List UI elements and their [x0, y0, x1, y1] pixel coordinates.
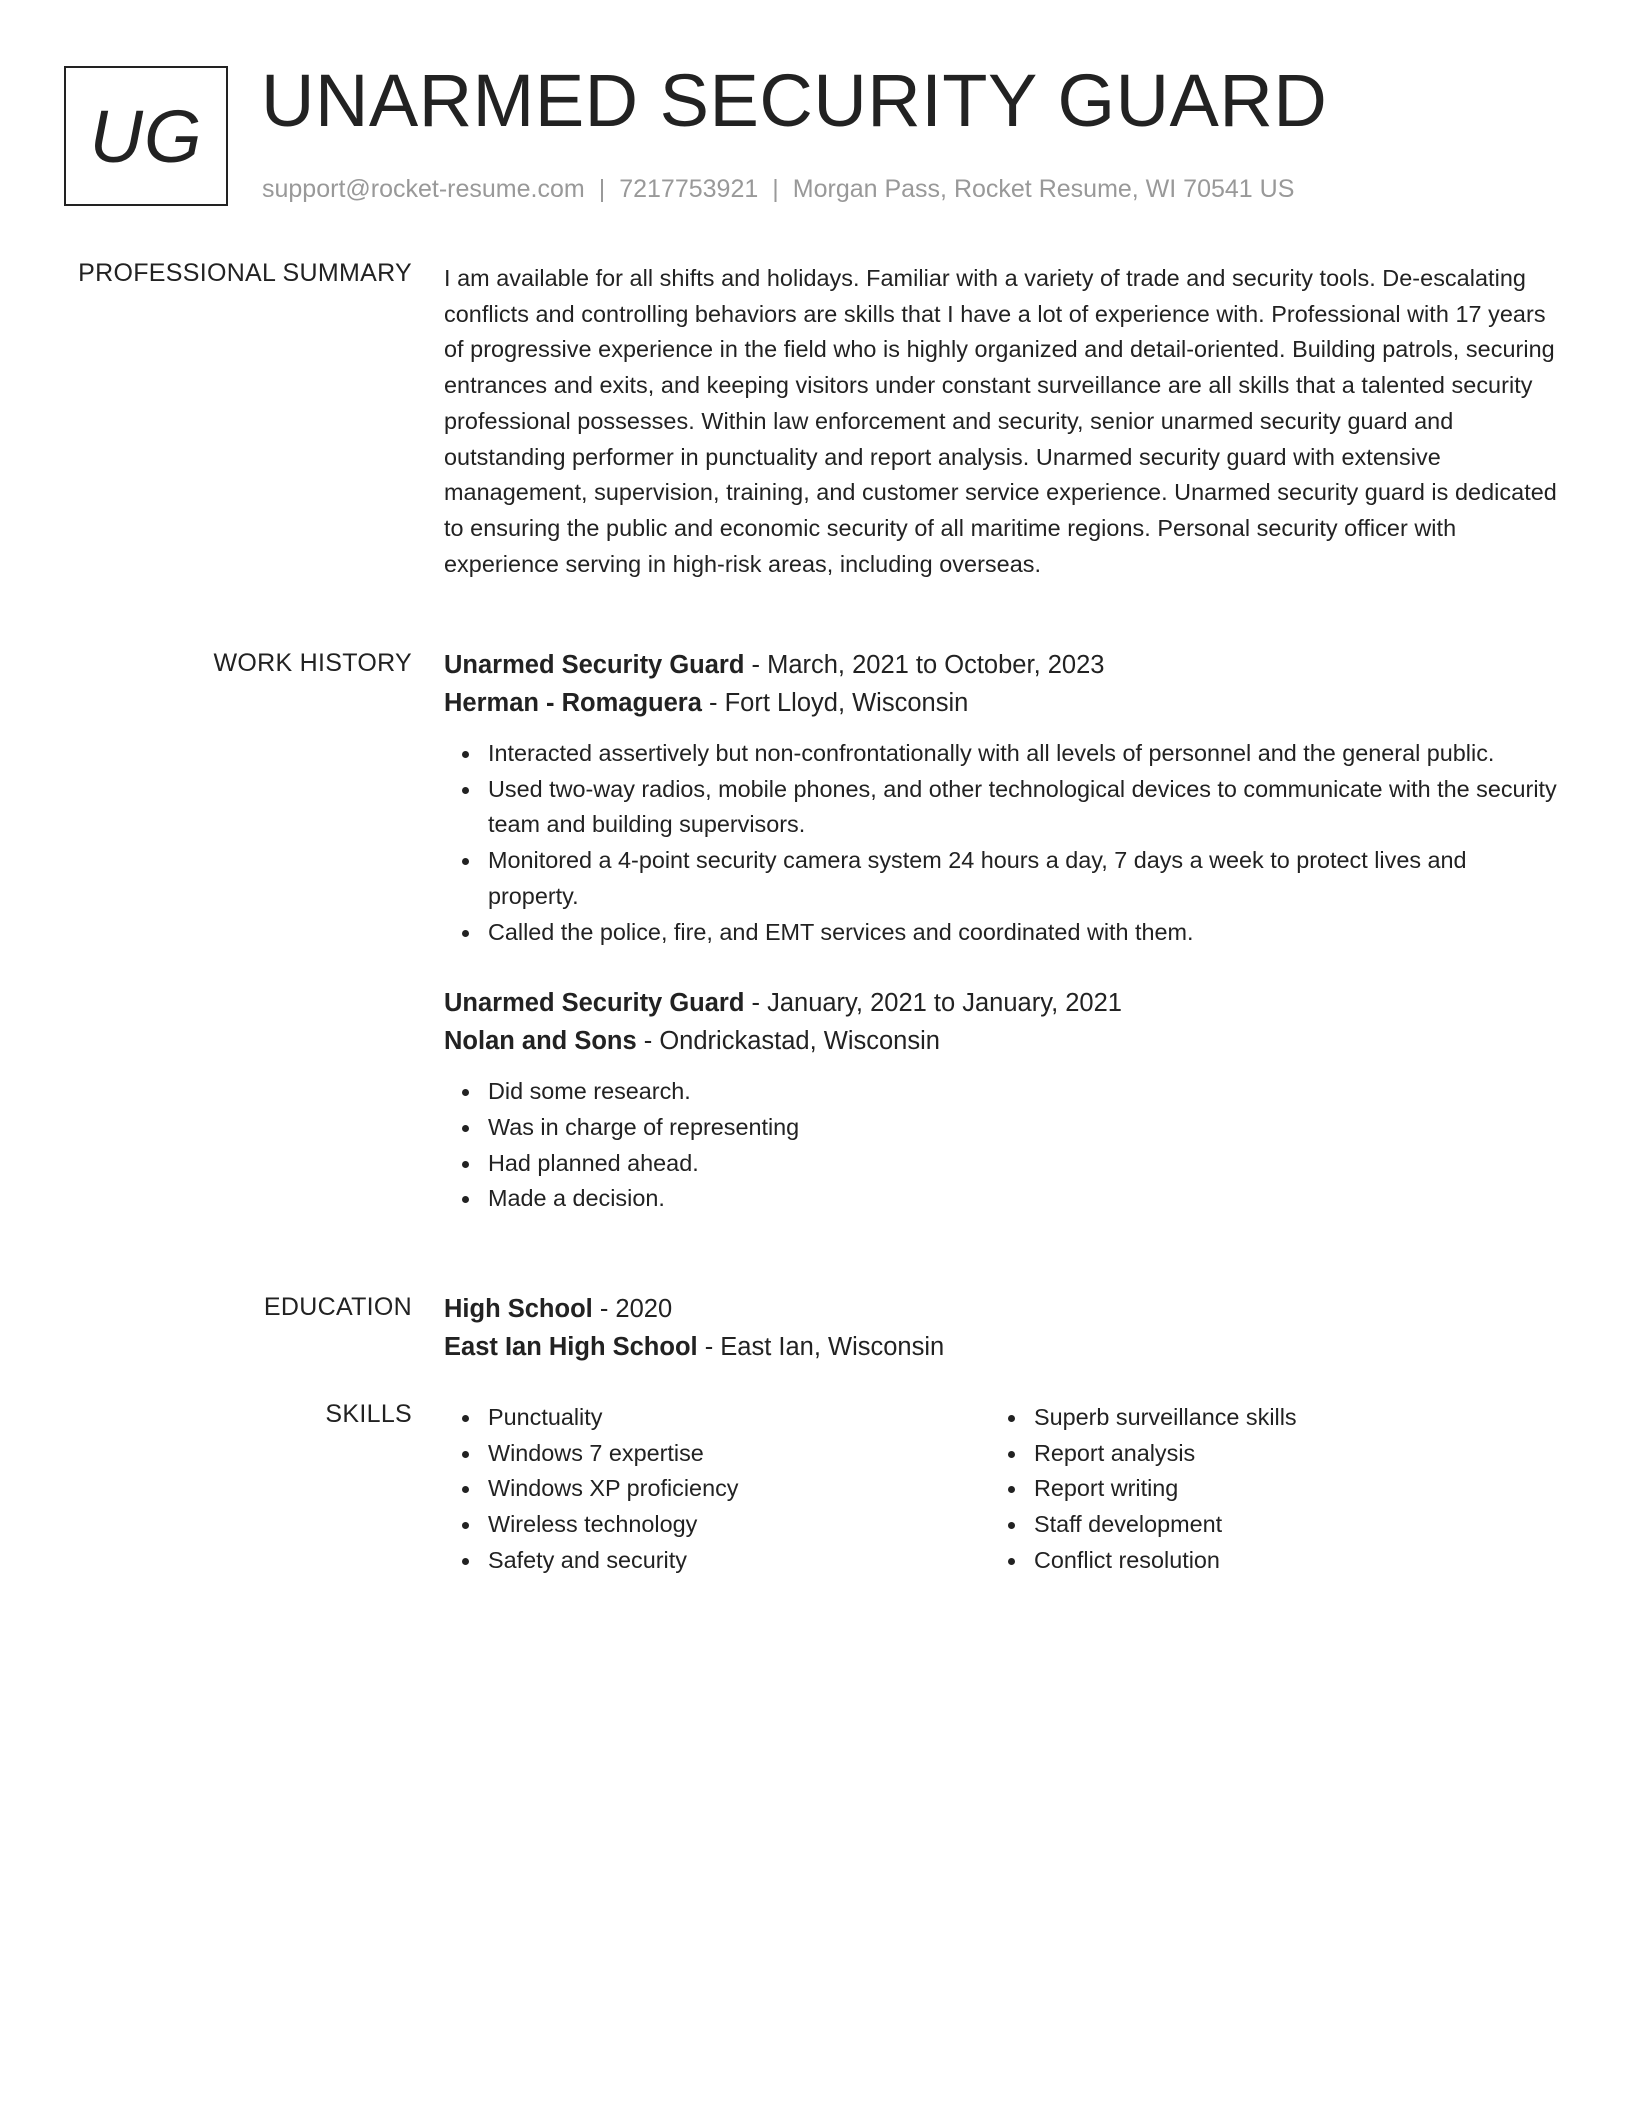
school-line: [444, 1328, 1558, 1366]
skills-list: [990, 1400, 1530, 1579]
contact-email: support@rocket-resume.com: [262, 175, 585, 203]
job-title-line: [444, 984, 1558, 1022]
list-item: Called the police, fire, and EMT services and coordinated with them.: [488, 915, 1558, 951]
graduation-year: - 2020: [592, 1295, 673, 1323]
list-item: Report analysis: [1034, 1436, 1530, 1472]
job-title: Unarmed Security Guard: [444, 651, 745, 679]
list-item: Safety and security: [488, 1543, 984, 1579]
job-company-line: [444, 684, 1558, 722]
job-location: - Fort Lloyd, Wisconsin: [701, 689, 969, 717]
job-entry: [444, 646, 1558, 950]
job-title-line: [444, 646, 1558, 684]
list-item: Windows 7 expertise: [488, 1436, 984, 1472]
school-name: East Ian High School: [444, 1333, 698, 1361]
summary-text: I am available for all shifts and holidays. Familiar with a variety of trade and security tools. De-escalating conflicts and controlling behaviors are skills that I have a lot of experience with. Professional with 17 years of progressive experience in the field who is highly organized and detail-oriented. Building patrols, securing entrances and exits, and keeping visitors under constant surveillance are all skills that a talented security professional possesses. Within law enforcement and security, senior unarmed security guard and outstanding performer in punctuality and report analysis. Unarmed security guard with extensive management, supervision, training, and customer service experience. Unarmed security guard is dedicated to ensuring the public and economic security of all maritime regions. Personal security officer with experience serving in high-risk areas, including overseas.: [444, 265, 1557, 577]
work-history-body: [444, 646, 1558, 1217]
list-item: Made a decision.: [488, 1181, 1558, 1217]
contact-separator: |: [598, 175, 606, 203]
contact-separator: |: [772, 175, 779, 203]
list-item: Windows XP proficiency: [488, 1471, 984, 1507]
job-title: Unarmed Security Guard: [444, 989, 745, 1018]
list-item: Did some research.: [488, 1074, 1558, 1110]
job-duties-list: [444, 1074, 1558, 1217]
job-dates: - March, 2021 to October, 2023: [744, 651, 1105, 679]
degree: High School: [444, 1295, 593, 1323]
job-dates: - January, 2021 to January, 2021: [744, 989, 1122, 1018]
job-entry: [444, 984, 1558, 1217]
list-item: Wireless technology: [488, 1507, 984, 1543]
education-body: [444, 1290, 1558, 1366]
job-company: Nolan and Sons: [444, 1027, 637, 1056]
skills-list: [444, 1400, 984, 1579]
list-item: Was in charge of representing: [488, 1110, 1558, 1146]
job-location: - Ondrickastad, Wisconsin: [636, 1027, 940, 1056]
contact-address: Morgan Pass, Rocket Resume, WI 70541 US: [792, 175, 1295, 203]
contact-line: [262, 173, 1294, 205]
summary-body: [444, 261, 1558, 582]
monogram-logo: UG: [64, 66, 228, 206]
list-item: Had planned ahead.: [488, 1146, 1558, 1182]
degree-line: [444, 1290, 1558, 1328]
contact-phone: 7217753921: [619, 175, 759, 203]
list-item: Conflict resolution: [1034, 1543, 1530, 1579]
job-duties-list: [444, 736, 1558, 950]
summary-heading: PROFESSIONAL SUMMARY: [78, 259, 412, 287]
skills-column-right: [990, 1400, 1530, 1579]
list-item: Used two-way radios, mobile phones, and other technological devices to communicate with the security team and building supervisors.: [488, 772, 1558, 843]
list-item: Report writing: [1034, 1471, 1530, 1507]
job-company: Herman - Romaguera: [444, 689, 702, 717]
skills-heading: SKILLS: [325, 1400, 412, 1428]
list-item: Interacted assertively but non-confrontationally with all levels of personnel and the general public.: [488, 736, 1558, 772]
school-location: - East Ian, Wisconsin: [697, 1333, 945, 1361]
skills-column-left: [444, 1400, 984, 1579]
list-item: Superb surveillance skills: [1034, 1400, 1530, 1436]
list-item: Monitored a 4-point security camera system 24 hours a day, 7 days a week to protect lives and property.: [488, 843, 1558, 914]
list-item: Staff development: [1034, 1507, 1530, 1543]
job-company-line: [444, 1022, 1558, 1060]
resume-title: UNARMED SECURITY GUARD: [261, 59, 1328, 142]
education-heading: EDUCATION: [263, 1293, 412, 1321]
list-item: Punctuality: [488, 1400, 984, 1436]
work-history-heading: WORK HISTORY: [213, 649, 412, 677]
